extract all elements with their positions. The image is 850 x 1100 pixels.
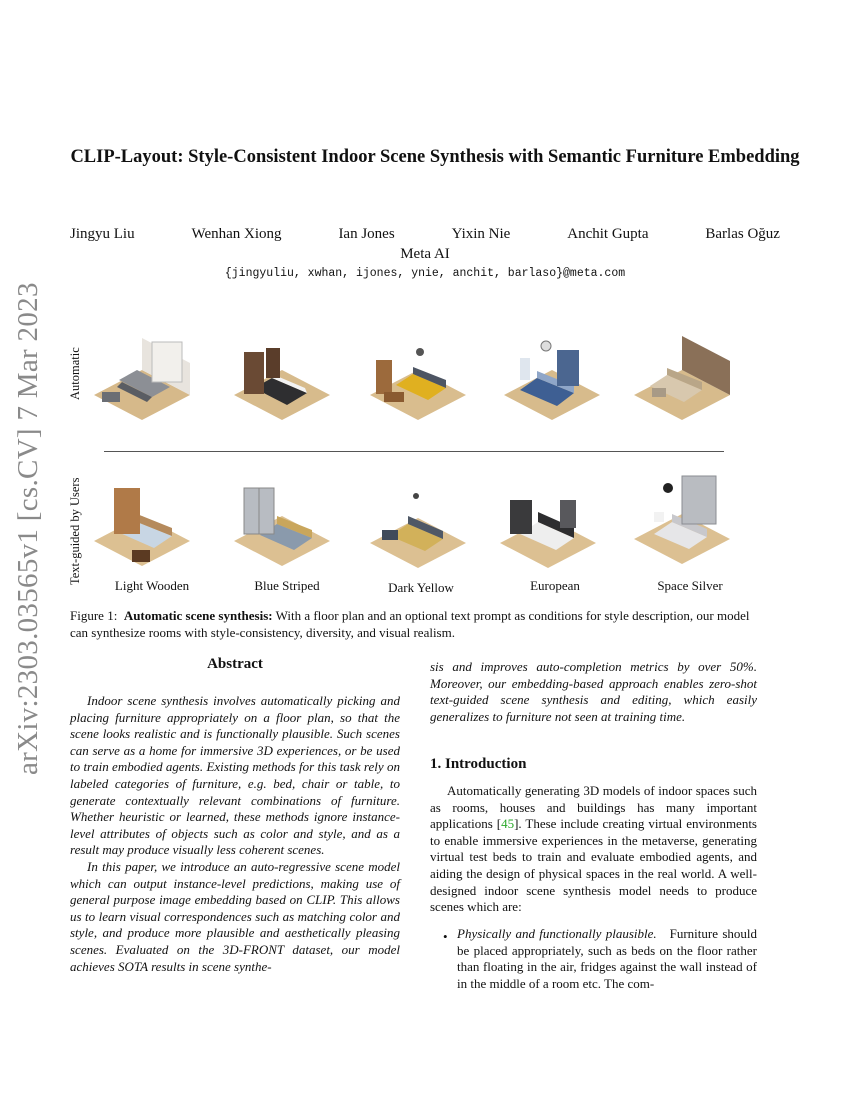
figure-row-divider (104, 451, 724, 452)
citation-link[interactable]: 45 (501, 816, 515, 832)
arxiv-stamp: arXiv:2303.03565v1 [cs.CV] 7 Mar 2023 (12, 282, 44, 775)
bullet-item (457, 926, 757, 992)
author: Anchit Gupta (567, 226, 649, 242)
scene-render-light-wooden (92, 478, 192, 573)
author: Wenhan Xiong (191, 226, 282, 242)
intro-text-b: ]. These include creating virtual environments to enable immersive experiences in the metaverse, generating virtual test beds to train and evaluate embodied agents, and aiding the design of physical spaces in the real world. A well-designed indoor scene synthesis model needs to produce scenes which are: (430, 816, 757, 915)
row-label-text-guided: Text-guided by Users (68, 477, 82, 585)
bullet-marker: • (443, 929, 448, 944)
row-label-automatic: Automatic (68, 347, 82, 400)
bullet-title: Physically and functionally plausible. (457, 926, 657, 941)
scene-render-automatic-4 (502, 330, 602, 425)
author: Barlas Oğuz (705, 226, 780, 242)
style-label-space-silver: Space Silver (657, 578, 723, 593)
figure-caption-text: With a floor plan and an optional text prompt as conditions for style description, our model can synthesize rooms with style-consistency, diversity, and visual realism. (70, 608, 750, 640)
style-label-dark-yellow: Dark Yellow (388, 580, 454, 595)
scene-render-space-silver (632, 472, 732, 567)
abstract-heading: Abstract (207, 656, 263, 672)
intro-text-a: Automatically generating 3D models of indoor spaces such as rooms, houses and buildings has many important applications [ (430, 783, 757, 832)
introduction-paragraph (430, 783, 757, 916)
scene-render-automatic-2 (232, 330, 332, 425)
author: Ian Jones (338, 226, 395, 242)
abstract-paragraph-1: Indoor scene synthesis involves automatically picking and placing furniture appropriately on a floor plan, so that the scene looks realistic and is functionally plausible. Such scenes can serve as a home for immersive 3D experiences, or be used to train embodied agents. Existing methods for this task rely on labeled categories of furniture, e.g. bed, chair or table, to generate contextually relevant combinations of furniture. Whether heuristic or learned, these methods ignore instance-level attributes of objects such as color and style, and as a result may produce visually less coherent scenes. (70, 693, 400, 858)
author-list (70, 226, 780, 243)
abstract-paragraph-2: In this paper, we introduce an auto-regressive scene model which can output instance-level predictions, making use of general purpose image embedding based on CLIP. This allows us to learn visual correspondences such as matching color and style, and produce more plausible and aesthetically pleasing scenes. Evaluated on the 3D-FRONT dataset, our model achieves SOTA results in scene synthe- (70, 858, 400, 974)
abstract-continuation: sis and improves auto-completion metrics by over 50%. Moreover, our embedding-based approach enables zero-shot text-guided scene synthesis and editing, which easily generalizes to furniture not seen at training time. (430, 659, 757, 724)
figure-caption-label: Figure 1: (70, 608, 118, 623)
style-label-light-wooden: Light Wooden (114, 578, 190, 593)
abstract-body (70, 693, 400, 975)
author: Yixin Nie (451, 226, 511, 242)
author-emails: {jingyuliu, xwhan, ijones, ynie, anchit, barlaso}@meta.com (224, 267, 626, 280)
author: Jingyu Liu (70, 226, 135, 242)
affiliation: Meta AI (400, 246, 450, 262)
scene-render-automatic-3 (368, 330, 468, 425)
style-label-blue-striped: Blue Striped (254, 578, 320, 593)
bullet-text: Furniture should be placed appropriately, such as beds on the floor rather than floating in the air, fridges against the wall instead of in the middle of a room etc. The com- (457, 926, 758, 991)
scene-render-dark-yellow (368, 478, 468, 573)
scene-render-european (498, 478, 598, 573)
scene-render-automatic-1 (92, 330, 192, 425)
scene-render-automatic-5 (632, 330, 732, 425)
figure-caption (70, 607, 760, 641)
style-label-european: European (530, 578, 580, 593)
paper-title: CLIP-Layout: Style-Consistent Indoor Scene Synthesis with Semantic Furniture Embedding (70, 147, 800, 167)
introduction-heading: 1. Introduction (430, 756, 527, 772)
figure-caption-bold: Automatic scene synthesis: (123, 608, 273, 623)
scene-render-blue-striped (232, 478, 332, 573)
